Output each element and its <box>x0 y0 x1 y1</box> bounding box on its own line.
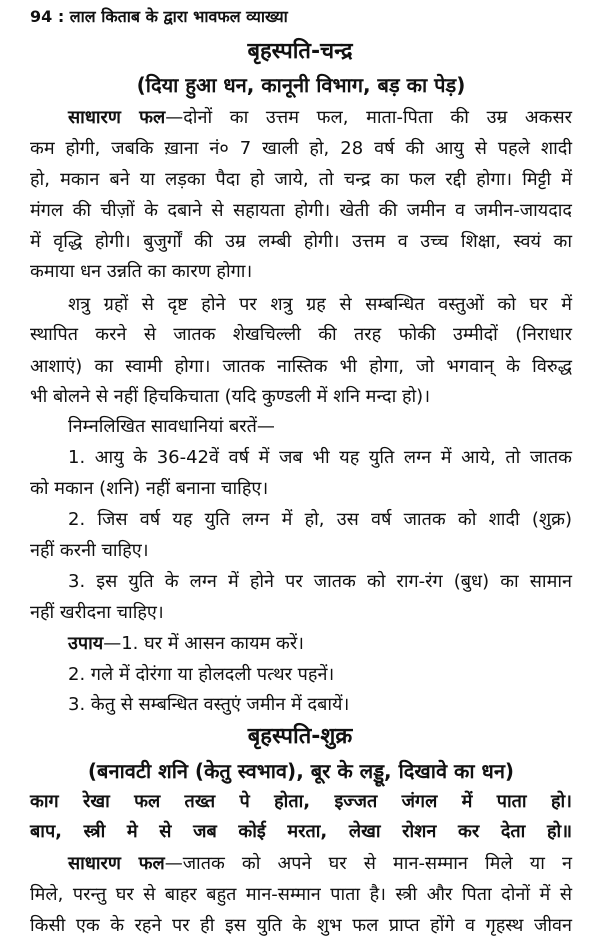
paragraph-line: मिले, परन्तु घर से बाहर बहुत मान-सम्मान पाता है। स्त्री और पिता दोनों में से <box>30 884 572 905</box>
paragraph-line: निम्नलिखित सावधानियां बरतें— <box>68 416 275 437</box>
paragraph-line: हो, मकान बने या लड़का पैदा हो जाये, तो चन्द्र का फल रद्दी होगा। मिट्टी में <box>30 169 572 190</box>
line-text: —जातक को अपने घर से मान-सम्मान मिले या न <box>164 853 572 874</box>
paragraph-line: मंगल की चीज़ों के दबाने से सहायता होगी। खेती की जमीन व जमीन-जायदाद <box>30 200 572 221</box>
section-subtitle-jupiter-moon: (दिया हुआ धन, कानूनी विभाग, बड़ का पेड़) <box>136 73 466 97</box>
list-item: 1. आयु के 36-42वें वर्ष में जब भी यह युति लग्न में आये, तो जातक <box>68 447 572 468</box>
paragraph-line: भी बोलने से नहीं हिचकिचाता (यदि कुण्डली में शनि मन्दा हो)। <box>30 386 431 407</box>
list-item: नहीं खरीदना चाहिए। <box>30 602 164 623</box>
section-subtitle-jupiter-venus: (बनावटी शनि (केतु स्वभाव), बूर के लड्डू, दिखावे का धन) <box>87 759 515 783</box>
list-item: 3. इस युति के लग्न में होने पर जातक को राग-रंग (बुध) का सामान <box>68 571 572 592</box>
paragraph-line: स्थापित करने से जातक शेखचिल्ली की तरह फोकी उम्मीदों (निराधार <box>30 324 572 345</box>
verse-line: बाप, स्त्री मे से जब कोई मरता, लेखा रोशन कर देता हो॥ <box>30 821 572 842</box>
remedy-label: उपाय <box>68 633 104 654</box>
general-result-label: साधारण फल <box>68 107 166 128</box>
paragraph-line: शत्रु ग्रहों से दृष्ट होने पर शत्रु ग्रह से सम्बन्धित वस्तुओं को घर में <box>68 294 572 315</box>
paragraph-line: में वृद्धि होगी। बुजुर्गों की उम्र लम्बी होगी। उत्तम व उच्च शिक्षा, स्वयं का <box>30 231 572 252</box>
paragraph-line: किसी एक के रहने पर ही इस युति के शुभ फल प्राप्त होंगे व गृहस्थ जीवन <box>30 915 572 936</box>
verse-line: काग रेखा फल तख्त पे होता, इज्जत जंगल में पाता हो। <box>30 791 572 812</box>
list-item: 2. जिस वर्ष यह युति लग्न में हो, उस वर्ष जातक को शादी (शुक्र) <box>68 509 572 530</box>
line-text: —1. घर में आसन कायम करें। <box>103 633 305 654</box>
line-text: —दोनों का उत्तम फल, माता-पिता की उम्र अकसर <box>165 107 572 128</box>
section-title-jupiter-venus: बृहस्पति-शुक्र <box>247 724 353 749</box>
general-result-label: साधारण फल <box>68 853 165 874</box>
paragraph-line: कम होगी, जबकि ख़ाना नं० 7 खाली हो, 28 वर्ष की आयु से पहले शादी <box>30 138 572 159</box>
paragraph-line: कमाया धन उन्नति का कारण होगा। <box>30 261 253 282</box>
paragraph-line <box>68 850 572 878</box>
remedy-line: 2. गले में दोरंगा या होलदली पत्थर पहनें। <box>68 664 335 685</box>
list-item: को मकान (शनि) नहीं बनाना चाहिए। <box>30 478 269 499</box>
remedy-line: 3. केतु से सम्बन्धित वस्तुएं जमीन में दबायें। <box>68 694 350 715</box>
paragraph-line: आशाएं) का स्वामी होगा। जातक नास्तिक भी होगा, जो भगवान् के विरुद्ध <box>30 356 572 377</box>
section-title-jupiter-moon: बृहस्पति-चन्द्र <box>247 39 353 64</box>
list-item: नहीं करनी चाहिए। <box>30 540 149 561</box>
paragraph-line <box>68 104 572 132</box>
remedy-line <box>68 630 572 658</box>
running-header: 94 : लाल किताब के द्वारा भावफल व्याख्या <box>30 7 288 26</box>
